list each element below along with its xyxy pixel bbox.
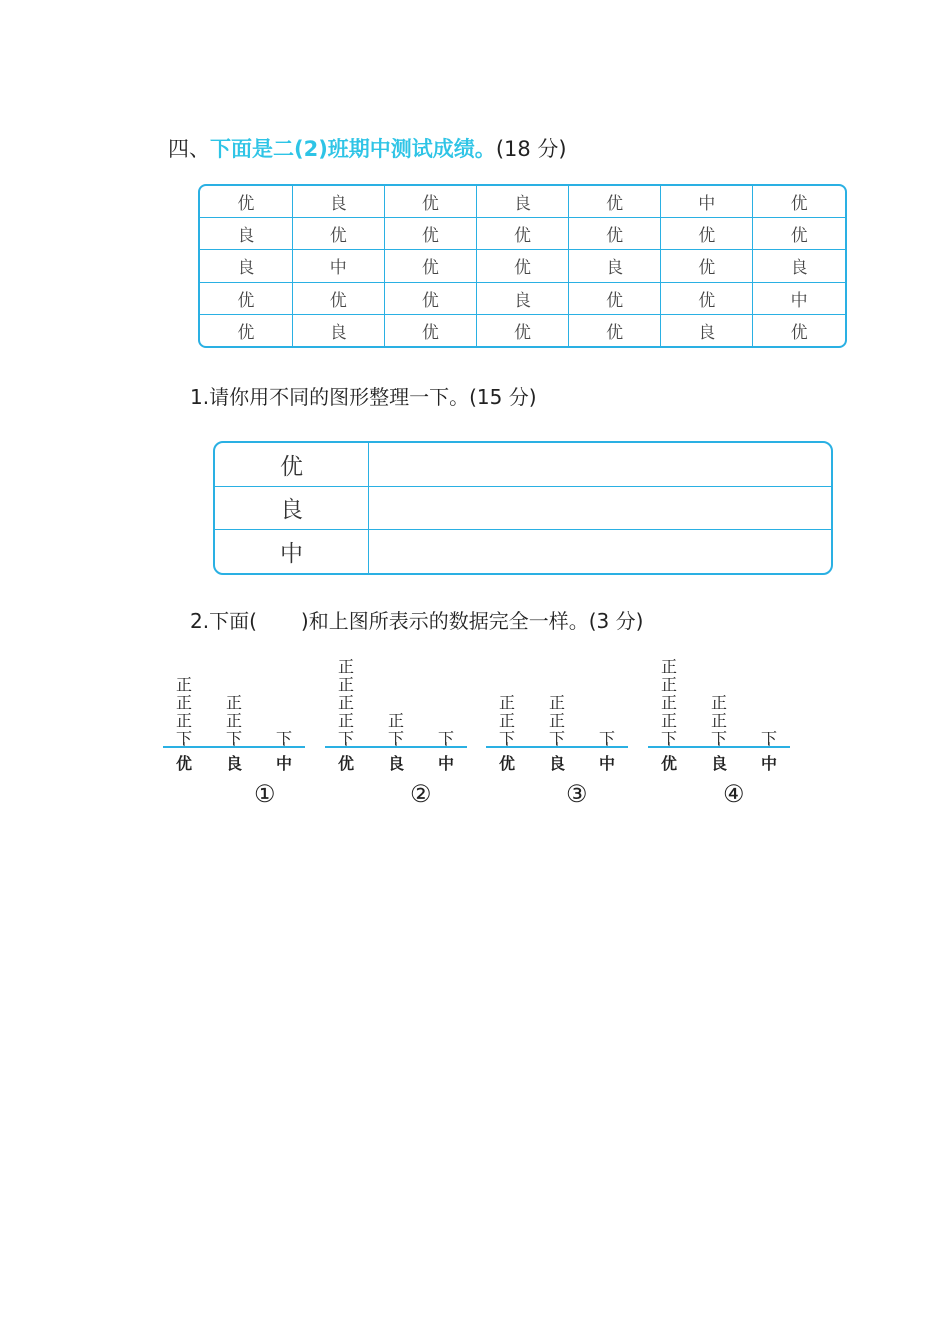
tally-mark: 正 — [175, 675, 192, 694]
tally-mark: 下 — [337, 729, 354, 748]
category-label: 中 — [437, 754, 454, 773]
grade-table-row — [200, 250, 845, 282]
category-label: 优 — [337, 754, 354, 773]
question-1-text: 1.请你用不同的图形整理一下。(15 分) — [190, 385, 537, 409]
grade-cell: 优 — [661, 250, 753, 282]
grade-table-row — [200, 186, 845, 218]
category-label: 优 — [660, 754, 677, 773]
tally-mark: 下 — [175, 729, 192, 748]
sort-row-excellent — [215, 443, 831, 486]
grade-cell: 优 — [384, 250, 476, 282]
section-title — [168, 134, 567, 164]
category-label: 中 — [760, 754, 777, 773]
tally-mark: 正 — [548, 693, 565, 712]
tally-chart-option-4 — [648, 645, 790, 775]
grade-cell: 优 — [569, 218, 661, 250]
sort-row-answer-area[interactable] — [369, 486, 832, 530]
tally-mark: 正 — [337, 657, 354, 676]
tally-mark: 正 — [660, 711, 677, 730]
chart-axis-line — [325, 746, 467, 748]
option-label-2[interactable]: ② — [410, 780, 432, 808]
grade-cell: 良 — [753, 250, 845, 282]
tally-mark: 下 — [660, 729, 677, 748]
tally-mark: 正 — [225, 693, 242, 712]
grade-cell: 优 — [384, 282, 476, 314]
section-score: (18 分) — [495, 137, 567, 161]
tally-mark: 正 — [337, 693, 354, 712]
grade-cell: 优 — [200, 186, 292, 218]
grade-cell: 优 — [384, 314, 476, 346]
option-label-4[interactable]: ④ — [723, 780, 745, 808]
grade-cell: 中 — [292, 250, 384, 282]
tally-mark: 正 — [710, 693, 727, 712]
grade-cell: 优 — [753, 218, 845, 250]
grade-cell: 优 — [569, 282, 661, 314]
tally-mark: 下 — [548, 729, 565, 748]
tally-mark: 下 — [598, 729, 615, 748]
sort-row-good — [215, 486, 831, 530]
grade-cell: 优 — [384, 186, 476, 218]
tally-mark: 下 — [710, 729, 727, 748]
grade-cell: 良 — [292, 314, 384, 346]
tally-mark: 正 — [548, 711, 565, 730]
tally-column — [495, 694, 519, 748]
question-2-text-after: )和上图所表示的数据完全一样。(3 分) — [300, 609, 644, 633]
tally-column — [545, 694, 569, 748]
sort-row-answer-area[interactable] — [369, 530, 832, 573]
tally-column — [172, 676, 196, 748]
grade-cell: 优 — [569, 314, 661, 346]
tally-mark: 下 — [498, 729, 515, 748]
grade-cell: 优 — [661, 218, 753, 250]
grade-cell: 良 — [200, 250, 292, 282]
tally-mark: 正 — [660, 657, 677, 676]
tally-mark: 正 — [498, 711, 515, 730]
category-label: 中 — [598, 754, 615, 773]
sort-row-average — [215, 530, 831, 573]
category-label: 优 — [498, 754, 515, 773]
grade-cell: 良 — [292, 186, 384, 218]
tally-mark: 正 — [710, 711, 727, 730]
grade-table — [198, 184, 847, 348]
tally-column — [334, 658, 358, 748]
sort-row-answer-area[interactable] — [369, 443, 832, 486]
category-label: 优 — [175, 754, 192, 773]
tally-mark: 下 — [760, 729, 777, 748]
tally-chart-option-2 — [325, 645, 467, 775]
tally-mark: 正 — [175, 711, 192, 730]
category-label: 良 — [387, 754, 404, 773]
sort-row-label: 中 — [215, 530, 369, 573]
tally-mark: 下 — [275, 729, 292, 748]
chart-axis-line — [648, 746, 790, 748]
tally-mark: 正 — [387, 711, 404, 730]
question-2-text-before: 2.下面( — [190, 609, 257, 633]
grade-cell: 优 — [292, 218, 384, 250]
sort-table — [213, 441, 833, 575]
grade-table-row — [200, 282, 845, 314]
sort-row-label: 良 — [215, 486, 369, 530]
sort-row-label: 优 — [215, 443, 369, 486]
tally-mark: 正 — [498, 693, 515, 712]
grade-cell: 良 — [569, 250, 661, 282]
grade-cell: 优 — [200, 282, 292, 314]
category-label: 良 — [225, 754, 242, 773]
grade-cell: 优 — [292, 282, 384, 314]
tally-column — [222, 694, 246, 748]
grade-cell: 优 — [790, 322, 808, 343]
grade-cell: 优 — [476, 314, 568, 346]
grade-cell: 优 — [569, 186, 661, 218]
grade-cell: 良 — [661, 314, 753, 346]
grade-cell: 优 — [753, 186, 845, 218]
grade-cell: 优 — [476, 218, 568, 250]
option-label-1[interactable]: ① — [254, 780, 276, 808]
grade-cell: 优 — [384, 218, 476, 250]
tally-mark: 下 — [225, 729, 242, 748]
tally-mark: 正 — [337, 675, 354, 694]
grade-cell: 优 — [476, 250, 568, 282]
tally-mark: 正 — [225, 711, 242, 730]
category-label: 中 — [275, 754, 292, 773]
grade-cell: 优 — [661, 282, 753, 314]
tally-mark: 正 — [660, 675, 677, 694]
tally-column — [707, 694, 731, 748]
tally-mark: 正 — [337, 711, 354, 730]
tally-column — [657, 658, 681, 748]
section-number: 四、 — [168, 137, 210, 161]
grade-table-row — [200, 314, 845, 346]
grade-cell: 优 — [200, 314, 292, 346]
tally-chart-option-3 — [486, 645, 628, 775]
option-label-3[interactable]: ③ — [566, 780, 588, 808]
section-title-highlight: 下面是二(2)班期中测试成绩。 — [210, 137, 496, 161]
grade-table-row — [200, 218, 845, 250]
tally-mark: 正 — [175, 693, 192, 712]
grade-cell: 良 — [476, 282, 568, 314]
tally-mark: 下 — [387, 729, 404, 748]
category-label: 良 — [548, 754, 565, 773]
tally-mark: 下 — [437, 729, 454, 748]
grade-cell: 良 — [476, 186, 568, 218]
chart-axis-line — [486, 746, 628, 748]
grade-cell: 良 — [200, 218, 292, 250]
grade-cell: 中 — [661, 186, 753, 218]
grade-cell: 中 — [753, 282, 845, 314]
tally-mark: 正 — [660, 693, 677, 712]
tally-chart-option-1 — [163, 645, 305, 775]
chart-axis-line — [163, 746, 305, 748]
question-2-text — [190, 606, 643, 636]
category-label: 良 — [710, 754, 727, 773]
